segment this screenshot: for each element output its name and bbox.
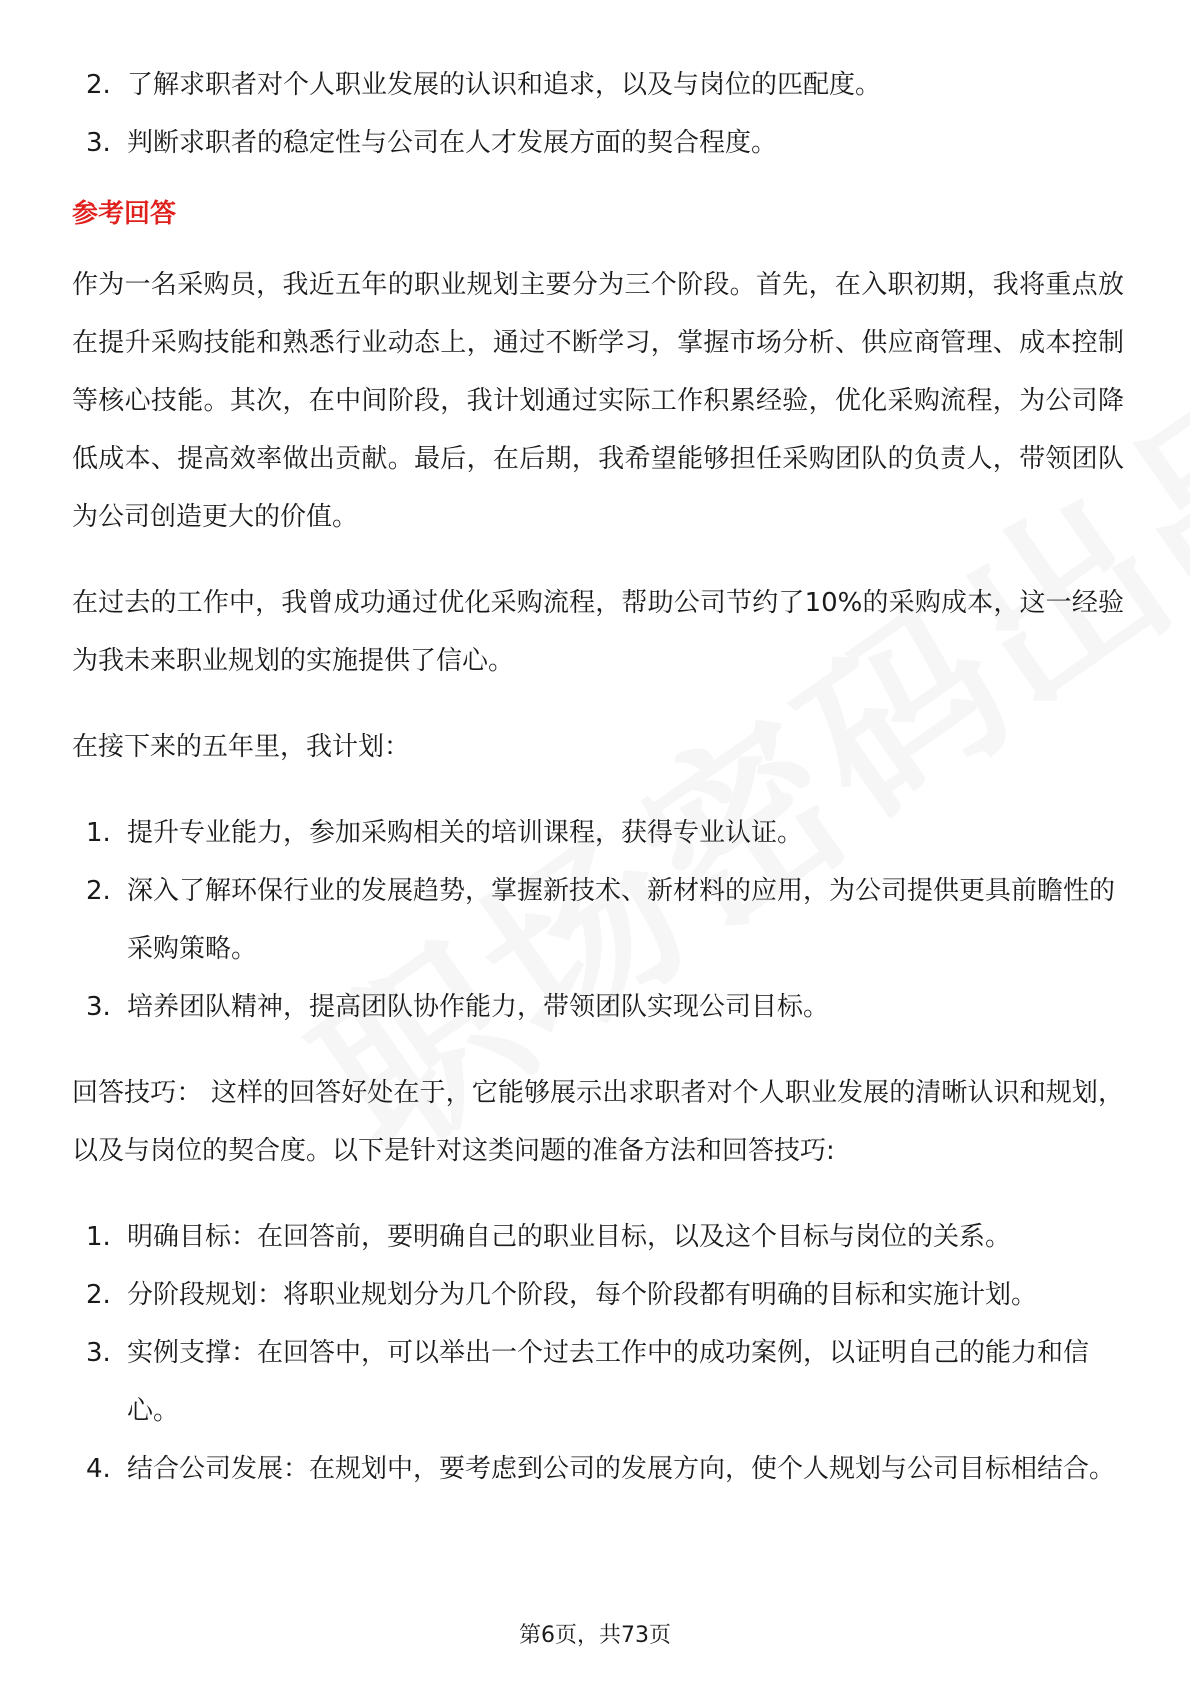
list-text: 培养团队精神，提高团队协作能力，带领团队实现公司目标。 xyxy=(127,992,830,1022)
tips-list xyxy=(72,1208,1124,1498)
list-text: 深入了解环保行业的发展趋势，掌握新技术、新材料的应用，为公司提供更具前瞻性的采购策略。 xyxy=(127,876,1116,964)
list-number: 2. xyxy=(86,70,111,100)
intro-list xyxy=(72,56,1124,172)
list-number: 4. xyxy=(86,1454,111,1484)
list-text: 提升专业能力，参加采购相关的培训课程，获得专业认证。 xyxy=(127,818,804,848)
list-number: 1. xyxy=(86,818,111,848)
tips-paragraph: 回答技巧： 这样的回答好处在于，它能够展示出求职者对个人职业发展的清晰认识和规划，以及与岗位的契合度。以下是针对这类问题的准备方法和回答技巧: xyxy=(72,1078,1124,1166)
list-text: 明确目标：在回答前，要明确自己的职业目标，以及这个目标与岗位的关系。 xyxy=(127,1222,1012,1252)
list-item xyxy=(72,804,1124,862)
list-item xyxy=(72,114,1124,172)
list-text: 结合公司发展：在规划中，要考虑到公司的发展方向，使个人规划与公司目标相结合。 xyxy=(127,1454,1116,1484)
list-item xyxy=(72,978,1124,1036)
list-item xyxy=(72,1440,1124,1498)
list-item xyxy=(72,862,1124,978)
list-number: 3. xyxy=(86,128,111,158)
list-item xyxy=(72,1208,1124,1266)
list-item xyxy=(72,1266,1124,1324)
answer-heading: 参考回答 xyxy=(72,199,177,229)
answer-paragraph: 在接下来的五年里，我计划： xyxy=(72,732,411,762)
list-text: 实例支撑：在回答中，可以举出一个过去工作中的成功案例，以证明自己的能力和信心。 xyxy=(127,1338,1090,1426)
plan-list xyxy=(72,804,1124,1036)
list-number: 2. xyxy=(86,876,111,906)
list-item xyxy=(72,56,1124,114)
list-text: 分阶段规划：将职业规划分为几个阶段，每个阶段都有明确的目标和实施计划。 xyxy=(127,1280,1038,1310)
document-page xyxy=(72,56,1124,1498)
list-text: 了解求职者对个人职业发展的认识和追求，以及与岗位的匹配度。 xyxy=(127,70,882,100)
list-number: 3. xyxy=(86,992,111,1022)
answer-paragraph: 在过去的工作中，我曾成功通过优化采购流程，帮助公司节约了10%的采购成本，这一经验为我未来职业规划的实施提供了信心。 xyxy=(72,588,1124,676)
page-footer: 第6页，共73页 xyxy=(519,1623,671,1648)
list-number: 1. xyxy=(86,1222,111,1252)
list-number: 2. xyxy=(86,1280,111,1310)
answer-paragraph: 作为一名采购员，我近五年的职业规划主要分为三个阶段。首先，在入职初期，我将重点放在提升采购技能和熟悉行业动态上，通过不断学习，掌握市场分析、供应商管理、成本控制等核心技能。其次，在中间阶段，我计划通过实际工作积累经验，优化采购流程，为公司降低成本、提高效率做出贡献。最后，在后期，我希望能够担任采购团队的负责人，带领团队为公司创造更大的价值。 xyxy=(72,270,1124,532)
list-text: 判断求职者的稳定性与公司在人才发展方面的契合程度。 xyxy=(127,128,778,158)
list-number: 3. xyxy=(86,1338,111,1368)
list-item xyxy=(72,1324,1124,1440)
